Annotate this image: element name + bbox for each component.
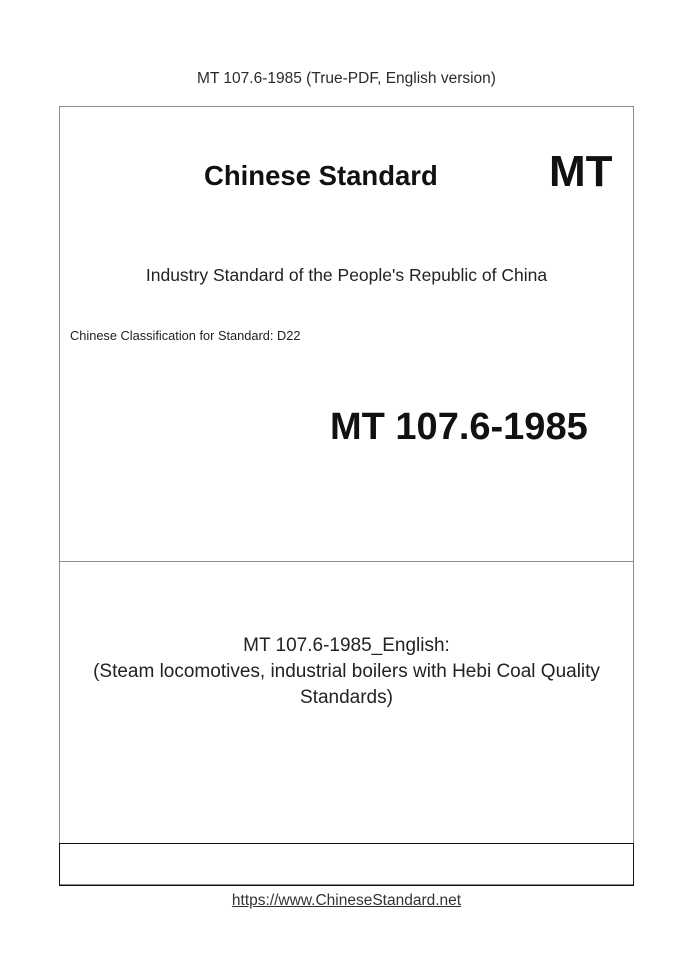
document-title xyxy=(59,633,634,711)
industry-standard-line: Industry Standard of the People's Republic of China xyxy=(145,265,548,285)
document-title-line: Standards) xyxy=(300,687,393,708)
document-title-line: MT 107.6-1985_English: xyxy=(243,635,450,656)
classification-text: Chinese Classification for Standard: D22 xyxy=(70,328,301,343)
cover-title: Chinese Standard xyxy=(204,160,438,191)
page-header: MT 107.6-1985 (True-PDF, English version) xyxy=(197,70,496,87)
standard-number: MT 107.6-1985 xyxy=(330,406,588,448)
document-title-line: (Steam locomotives, industrial boilers with Hebi Coal Quality xyxy=(93,661,600,682)
footer-box xyxy=(59,843,634,886)
cover-frame xyxy=(59,106,634,885)
website-link[interactable]: https://www.ChineseStandard.net xyxy=(231,892,462,909)
section-divider xyxy=(60,561,633,562)
standard-code-badge: MT xyxy=(549,147,613,196)
footer-url xyxy=(0,892,693,910)
